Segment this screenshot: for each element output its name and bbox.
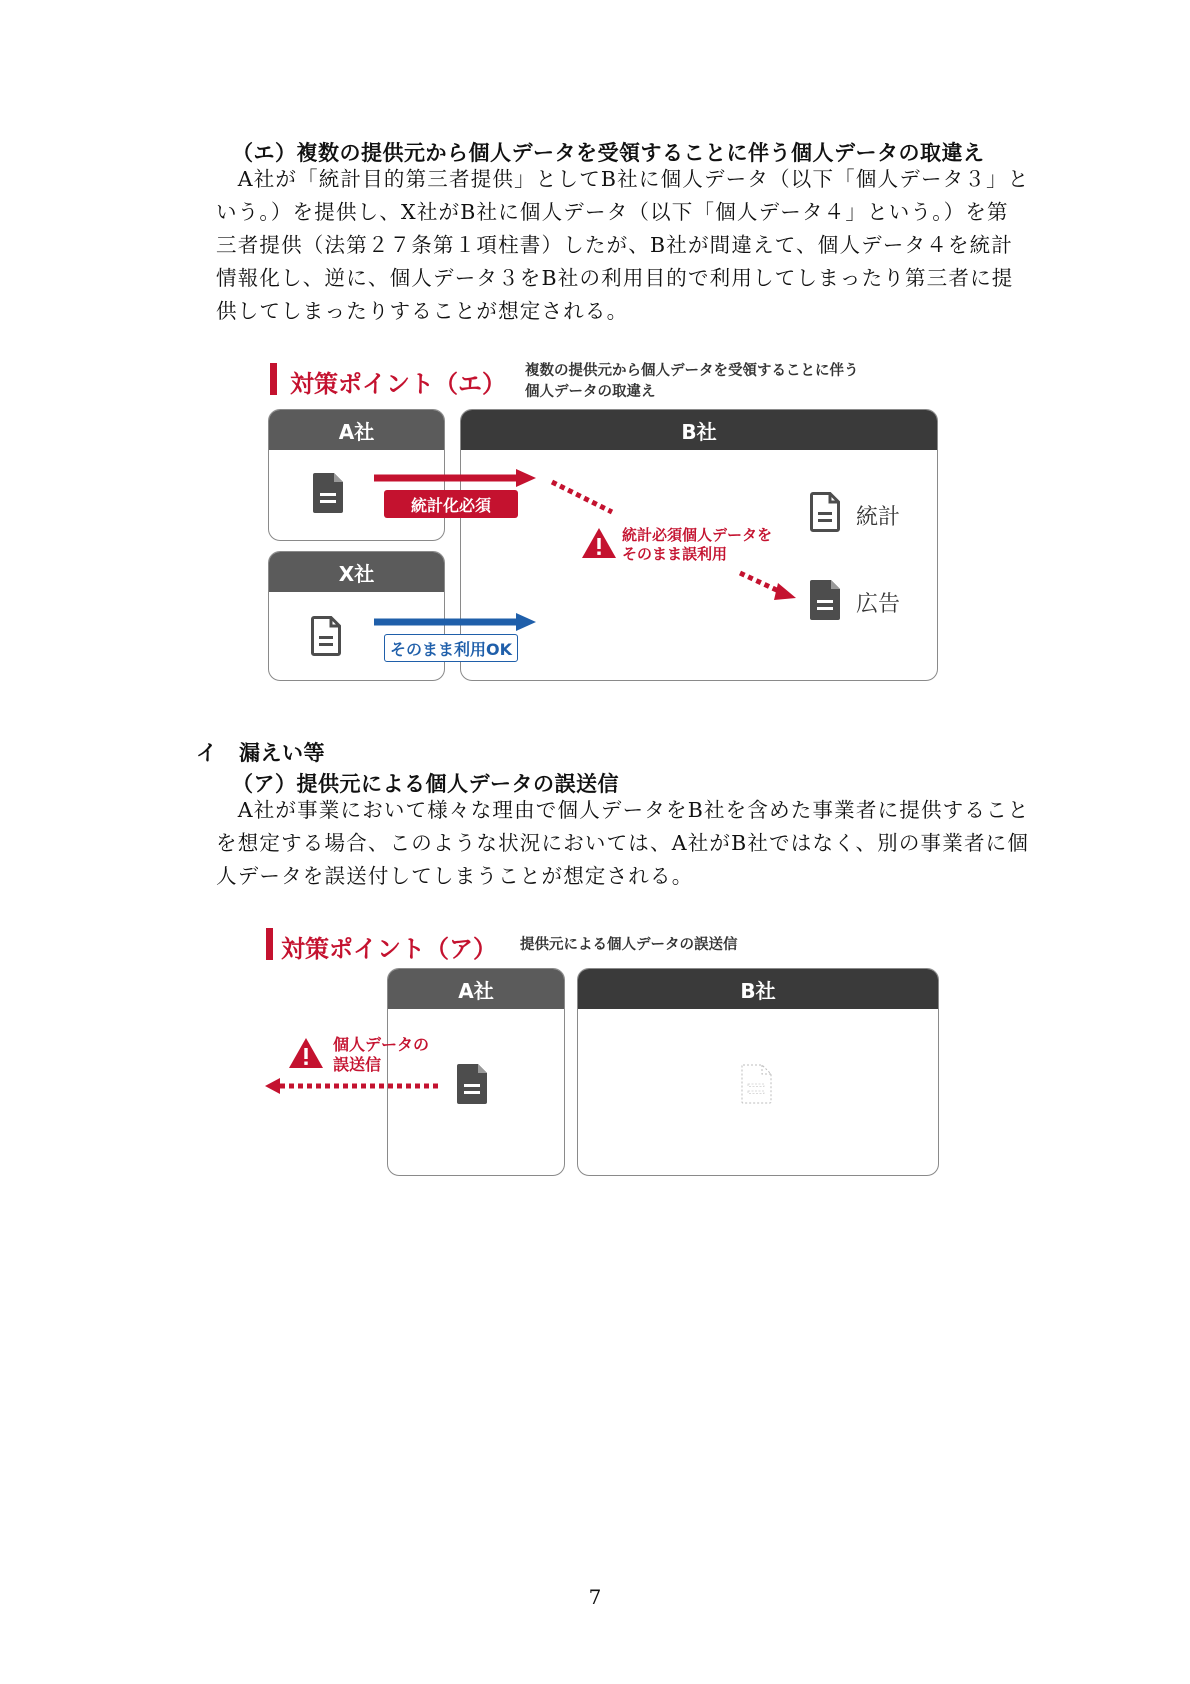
document-icon xyxy=(810,580,842,620)
section-i-heading: イ 漏えい等 xyxy=(196,741,325,765)
document-icon xyxy=(457,1064,489,1104)
company-b-header: B社 xyxy=(578,969,938,1009)
company-x-header: X社 xyxy=(269,552,444,592)
paragraph-line: A社が「統計目的第三者提供」としてB社に個人データ（以下「個人データ３」と xyxy=(216,167,1030,191)
figure-subtitle-line: 複数の提供元から個人データを受領することに伴う xyxy=(525,363,859,379)
label-statistics: 統計 xyxy=(856,505,901,530)
paragraph-line: いう。）を提供し、X社がB社に個人データ（以下「個人データ４」という。）を第 xyxy=(216,200,1009,224)
red-arrow-head xyxy=(516,469,536,487)
warning-text-line: 統計必須個人データを xyxy=(622,526,773,544)
blue-arrow-head xyxy=(516,613,536,631)
company-b-header: B社 xyxy=(461,410,937,450)
warning-text xyxy=(333,1035,429,1075)
paragraph-line: A社が事業において様々な理由で個人データをB社を含めた事業者に提供すること xyxy=(216,798,1030,822)
paragraph-line: 三者提供（法第２７条第１項柱書）したが、B社が間違えて、個人データ４を統計 xyxy=(216,233,1014,257)
misdirected-arrow xyxy=(262,1075,447,1097)
paragraph-line: 情報化し、逆に、個人データ３をB社の利用目的で利用してしまったり第三者に提 xyxy=(216,266,1014,290)
figure-subtitle: 提供元による個人データの誤送信 xyxy=(520,937,738,953)
page-number: 7 xyxy=(588,1585,602,1609)
document-outline-icon xyxy=(311,616,343,656)
section-e-heading: （エ）複数の提供元から個人データを受領することに伴う個人データの取違え xyxy=(232,141,985,165)
document-outline-icon xyxy=(810,492,842,532)
missing-document-icon xyxy=(741,1064,773,1104)
tag-use-as-is-ok: そのまま利用OK xyxy=(384,634,518,662)
figure-title: 対策ポイント（ア） xyxy=(281,935,497,963)
warning-text-line: 個人データの xyxy=(333,1035,430,1054)
figure-subtitle xyxy=(525,361,859,403)
paragraph-line: 供してしまったりすることが想定される。 xyxy=(216,299,629,323)
dotted-arrow xyxy=(552,482,612,512)
section-a-paragraph xyxy=(216,794,1029,893)
warning-icon xyxy=(288,1037,324,1069)
document-icon xyxy=(313,473,345,513)
warning-text-line: 誤送信 xyxy=(333,1055,382,1074)
figure-subtitle-line: 個人データの取違え xyxy=(525,384,656,400)
warning-icon xyxy=(581,527,617,559)
company-a-header: A社 xyxy=(269,410,444,450)
paragraph-line: を想定する場合、このような状況においては、A社がB社ではなく、別の事業者に個 xyxy=(216,831,1030,855)
warning-text xyxy=(622,526,772,564)
figure-title-bar xyxy=(270,363,277,395)
company-a-header: A社 xyxy=(388,969,564,1009)
figure-title: 対策ポイント（エ） xyxy=(290,370,506,398)
paragraph-line: 人データを誤送付してしまうことが想定される。 xyxy=(216,864,694,888)
dotted-arrow-head xyxy=(774,583,796,600)
label-advertising: 広告 xyxy=(856,592,901,617)
figure-title-bar xyxy=(266,928,273,960)
warning-text-line: そのまま誤利用 xyxy=(622,545,728,563)
tag-statistics-required: 統計化必須 xyxy=(384,490,518,518)
section-e-paragraph xyxy=(216,163,1029,328)
section-a-heading: （ア）提供元による個人データの誤送信 xyxy=(232,772,619,796)
